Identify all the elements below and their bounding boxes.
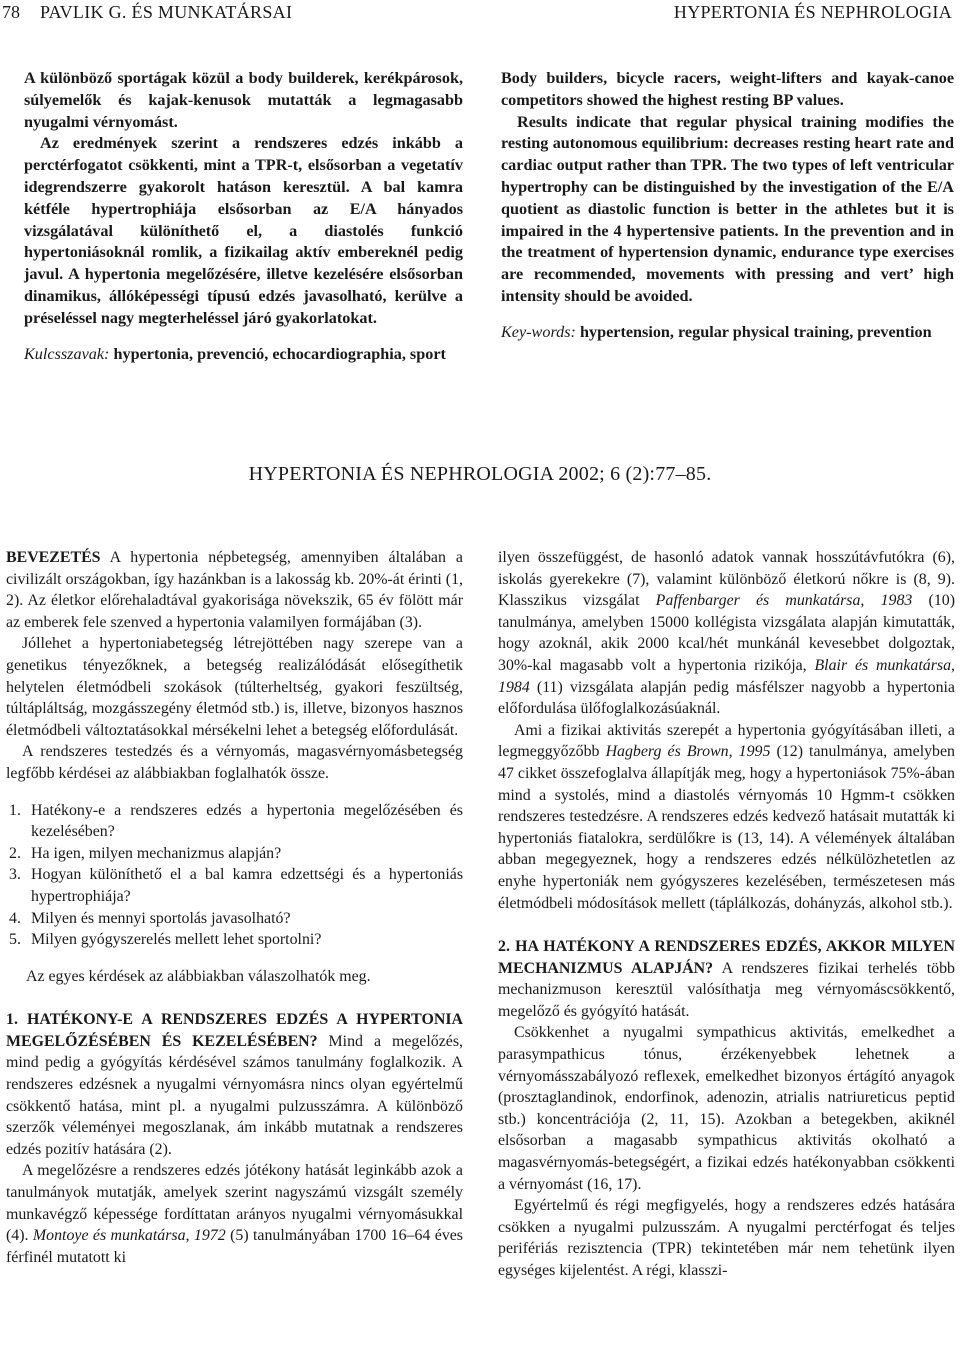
abstract-hu-paragraph-2: Az eredmények szerint a rendszeres edzés inkább a perctérfogatot csökkenti, mint a TPR-t, elsősorban a vegetatív idegrendszerre gyakorolt hatáson keresztül. A bal kamra kétféle hypertrophiája elsősorban az E/A hányados vizsgálatával különíthető el, a diastolés funkció hypertoniásoknál romlik, a fizikailag aktív embereknél pedig javul. A hypertonia megelőzésére, illetve kezelésére elsősorban dinamikus, állóképességi típusú edzés javasolható, kerülve a préseléssel nagy megterheléssel járó gyakorlatokat. [24, 134, 463, 327]
abstract-english [501, 68, 954, 343]
keywords-hu-label: Kulcsszavak: [24, 344, 110, 363]
keywords-hu-value: hypertonia, prevenció, echocardiographia, sport [113, 344, 446, 363]
section-1-paragraph-2: A megelőzésre a rendszeres edzés jótékony hatását leginkább azok a tanulmányok mutatják, amelyek szerint nagyszámú vizsgált személy munkavégző képessége fordíttatan arányos nyugalmi vérnyomásukkal (4). Montoye és munkatársa, 1972 (5) tanulmányában 1700 16–64 éves férfinél mutatott ki [6, 1162, 463, 1266]
keywords-en-label: Key-words: [501, 322, 576, 341]
intro-paragraph-2: Jóllehet a hypertoniabetegség létrejöttében nagy szerepe van a genetikus tényezőknek, a betegség realizálódását elősegíthetik helytelen életmódbeli szokások (túlterheltség, gyakori feszültség, túltápláltság, mozgásszegény életmód stb.) is, illetve, bizonyos hasznos életmódbeli változtatásokkal mérsékelni lehet a betegség előfordulását. [6, 635, 463, 739]
section-2-paragraph-2: Csökkenhet a nyugalmi sympathicus aktivitás, emelkedhet a parasympathicus tónus, érzékenyebbek lehetnek a vérnyomásszabályozó reflexek, emelkedhet bizonyos értágító anyagok (prosztaglandinok, endorfinok, adenozin, atrialis natriureticus peptid stb.) koncentrációja (2, 11, 15). Azokban a betegekben, akiknél elsősorban a magasabb sympathicus aktivitás okolható a magasvérnyomás-betegségért, a fizikai edzés hatékonyabban csökkenti a vérnyomást (16, 17). [498, 1024, 955, 1193]
list-item: 4. Milyen és mennyi sportolás javasolható? [9, 909, 291, 927]
page-number: 78 [2, 2, 20, 22]
abstract-en-paragraph-1: Body builders, bicycle racers, weight-lifters and kayak-canoe competitors showed the highest resting BP values. [501, 69, 954, 109]
body-left-column [6, 547, 463, 1268]
section-2-paragraph-1: 2. HA HATÉKONY A RENDSZERES EDZÉS, AKKOR MILYEN MECHANIZMUS ALAPJÁN? A rendszeres fizikai terhelés több mechanizmuson keresztül valósíthatja meg vérnyomáscsökkentő, megelőző és gyógyító hatását. [498, 938, 955, 1020]
section-2-heading: 2. HA HATÉKONY A RENDSZERES EDZÉS, AKKOR MILYEN MECHANIZMUS ALAPJÁN? [498, 938, 955, 977]
section-2-paragraph-3: Egyértelmű és régi megfigyelés, hogy a rendszeres edzés hatására csökken a nyugalmi pulzusszám. A nyugalmi perctérfogat és teljes perifériás rezisztencia (TPR) tekintetében már nem tehetünk ilyen egységes kijelentést. A régi, klasszi- [498, 1197, 955, 1279]
running-head-left: PAVLIK G. ÉS MUNKATÁRSAI [40, 2, 293, 22]
journal-citation: HYPERTONIA ÉS NEPHROLOGIA 2002; 6 (2):77–85. [248, 463, 712, 485]
section-1-heading: 1. HATÉKONY-E A RENDSZERES EDZÉS A HYPERTONIA MEGELŐZÉSÉBEN ÉS KEZELÉSÉBEN? [6, 1011, 463, 1050]
right-paragraph-1: ilyen összefüggést, de hasonló adatok vannak hosszútávfutókra (6), iskolás gyerekekre (7), valamint különböző életkorú nőkre is (8, 9). Klasszikus vizsgálat Paffenbarger és munkatársa, 1983 (10) tanulmánya, amelyben 15000 kollégista vizsgálata alapján kimutatták, hogy azoknál, akik 2000 kcal/hét munkánál kevesebbet dolgoztak, 30%-kal magasabb volt a hypertonia rizikója, Blair és munkatársa, 1984 (11) vizsgálata alapján pedig másfélszer nagyobb a hypertonia előfordulása ülőfoglalkozásúaknál. [498, 549, 955, 718]
abstract-en-paragraph-2: Results indicate that regular physical training modifies the resting autonomous equilibrium: decreases resting heart rate and cardiac output rather than TPR. The two types of left ventricular hypertrophy can be distinguished by the investigation of the E/A quotient as diastolic function is better in the athletes but it is impaired in the 4 hypertensive patients. In the prevention and in the treatment of hypertension dynamic, endurance type exercises are recommended, movements with pressing and vert’ high intensity should be avoided. [501, 112, 954, 305]
abstract-hungarian [24, 68, 463, 365]
section-1-paragraph-1: 1. HATÉKONY-E A RENDSZERES EDZÉS A HYPERTONIA MEGELŐZÉSÉBEN ÉS KEZELÉSÉBEN? Mind a megelőzés, mind pedig a gyógyítás kérdésével számos tanulmány foglalkozik. A rendszeres edzésnek a nyugalmi vérnyomásra nincs olyan egyértelmű csökkentő hatása, mint pl. a nyugalmi pulzusszámra. A különböző szerzők véleményei megoszlanak, ám inkább mutatnak a rendszeres edzés pozitív hatására (2). [6, 1011, 463, 1158]
keywords-hungarian [24, 343, 463, 365]
page-header [0, 2, 960, 28]
question-list [6, 800, 463, 951]
list-item: 1. Hatékony-e a rendszeres edzés a hypertonia megelőzésében és kezelésében? [9, 801, 463, 841]
body-right-column [498, 547, 955, 1282]
running-head-right: HYPERTONIA ÉS NEPHROLOGIA [673, 2, 952, 22]
list-item: 3. Hogyan különíthető el a bal kamra edzettségi és a hypertoniás hypertrophiája? [9, 866, 463, 905]
right-paragraph-2: Ami a fizikai aktivitás szerepét a hypertonia gyógyításában illeti, a legmeggyőzőbb Hagberg és Brown, 1995 (12) tanulmánya, amelyben 47 cikket összefoglalva állapítják meg, hogy a hypertoniások 75%-ában mind a systolés, mind a diastolés vérnyomás 10 Hgmm-t csökken rendszeres testedzésre. A rendszeres edzés kedvező hatásait mutatták ki hypertoniás fiatalokra, serdülőkre is (13, 14). A vélemények általában abban megegyeznek, hogy a rendszeres edzés nélkülözhetetlen az enyhe hypertoniák nem gyógyszeres kezelésében, természetesen más életmódbeli módosítások mellett (táplálkozás, dohányzás, alkohol stb.). [498, 721, 955, 912]
intro-heading: BEVEZETÉS [6, 549, 101, 566]
abstract-hu-paragraph-1: A különböző sportágak közül a body builderek, kerékpárosok, súlyemelők és kajak-kenusok mutatták a legmagasabb nyugalmi vérnyomást. [24, 69, 463, 131]
intro-paragraph-1: BEVEZETÉS A hypertonia népbetegség, amennyiben általában a civilizált országokban, így hazánkban is a lakosság kb. 20%-át érinti (1, 2). Az életkor előrehaladtával gyakorisága növekszik, 65 év fölött már az emberek fele szenved a hypertonia valamilyen formájában (3). [6, 549, 463, 631]
list-item: 5. Milyen gyógyszerelés mellett lehet sportolni? [9, 931, 322, 949]
list-item: 2. Ha igen, milyen mechanizmus alapján? [9, 844, 282, 862]
keywords-english [501, 321, 954, 343]
answer-note: Az egyes kérdések az alábbiakban válaszolhatók meg. [26, 967, 371, 985]
intro-paragraph-3: A rendszeres testedzés és a vérnyomás, magasvérnyomásbetegség legfőbb kérdései az alábbiakban foglalhatók össze. [6, 743, 463, 782]
keywords-en-value: hypertension, regular physical training, prevention [579, 322, 932, 341]
